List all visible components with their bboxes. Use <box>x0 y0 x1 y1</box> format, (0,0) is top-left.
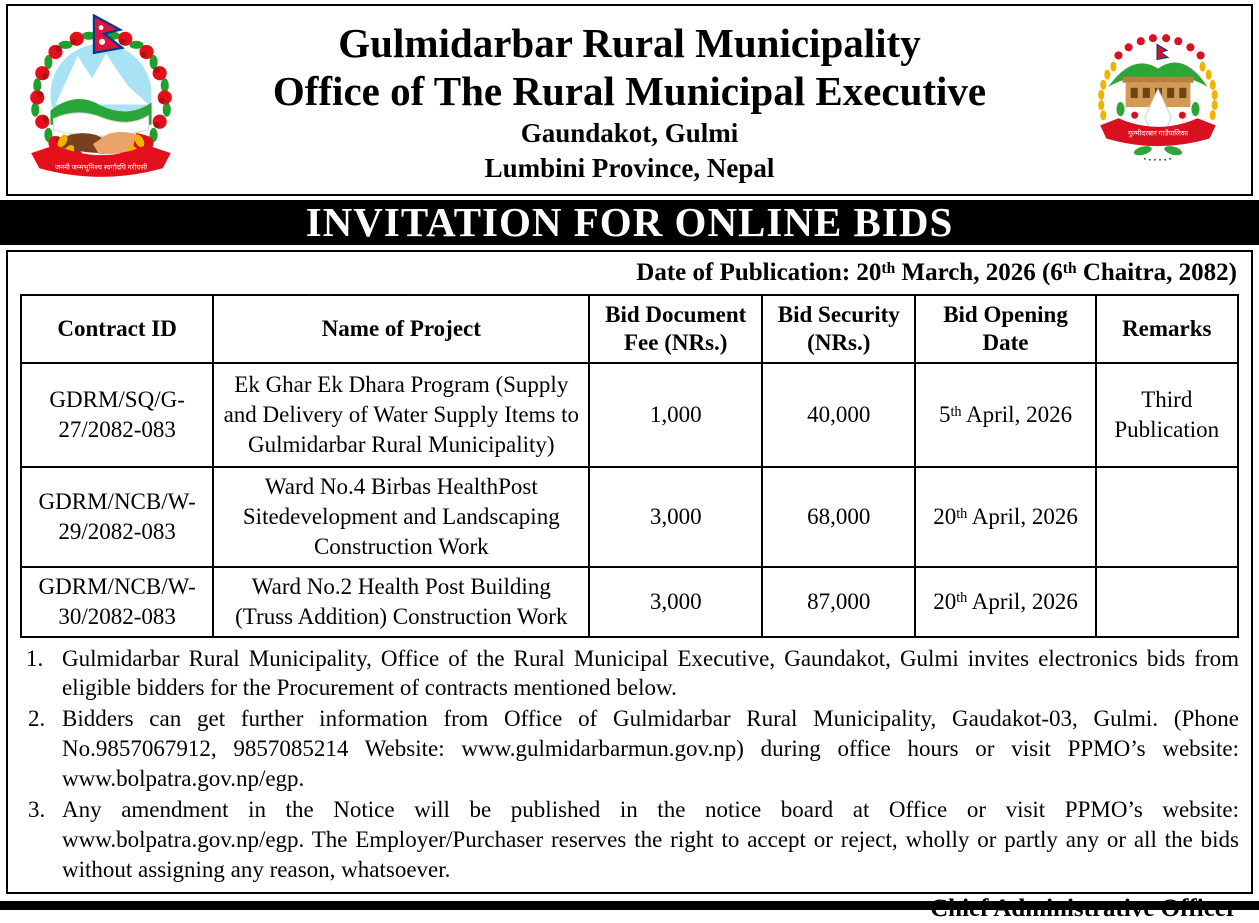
header <box>6 4 1253 196</box>
publication-date-part3: Chaitra, 2082) <box>1076 259 1237 286</box>
project-name-cell: Ek Ghar Ek Dhara Program (Supply and Delivery of Water Supply Items to Gulmidarbar Rural Municipality) <box>213 363 589 467</box>
contract-id-cell: GDRM/NCB/W-30/2082-083 <box>21 567 213 637</box>
col-header-contract-id: Contract ID <box>21 295 213 363</box>
bids-table <box>20 294 1239 638</box>
fee-cell: 3,000 <box>589 467 762 567</box>
table-row <box>21 467 1238 567</box>
bottom-border-bar <box>0 901 1259 910</box>
fee-cell: 1,000 <box>589 363 762 467</box>
remarks-cell <box>1096 467 1238 567</box>
project-name-cell: Ward No.4 Birbas HealthPost Sitedevelopment and Landscaping Construction Work <box>213 467 589 567</box>
publication-date-ordinal1: th <box>881 260 896 278</box>
note-item-2 <box>20 704 1239 794</box>
note-text: Gulmidarbar Rural Municipality, Office of the Rural Municipal Executive, Gaundakot, Gulmi invites electronics bids from eligible bidders for the Procurement of contracts mentioned below. <box>62 645 1239 701</box>
col-header-bid-security: Bid Security (NRs.) <box>762 295 915 363</box>
security-cell: 87,000 <box>762 567 915 637</box>
nepal-emblem-icon <box>15 11 187 189</box>
note-item-1 <box>20 644 1239 704</box>
address-line-2: Lumbini Province, Nepal <box>484 153 775 184</box>
address-line-1: Gaundakot, Gulmi <box>520 118 739 149</box>
publication-date-part1: Date of Publication: 20 <box>636 259 882 286</box>
table-header-row <box>21 295 1238 363</box>
publication-date-ordinal2: th <box>1062 260 1077 278</box>
remarks-cell <box>1096 567 1238 637</box>
opening-date-cell: 20th April, 2026 <box>915 567 1095 637</box>
office-name: Office of The Rural Municipal Executive <box>272 68 987 115</box>
publication-date-part2: March, 2026 (6 <box>895 259 1063 286</box>
fee-cell: 3,000 <box>589 567 762 637</box>
col-header-bid-document-fee: Bid Document Fee (NRs.) <box>589 295 762 363</box>
project-name-cell: Ward No.2 Health Post Building (Truss Addition) Construction Work <box>213 567 589 637</box>
security-cell: 68,000 <box>762 467 915 567</box>
col-header-project-name: Name of Project <box>213 295 589 363</box>
notice-body <box>6 250 1253 894</box>
opening-date-cell: 5th April, 2026 <box>915 363 1095 467</box>
security-cell: 40,000 <box>762 363 915 467</box>
opening-date-cell: 20th April, 2026 <box>915 467 1095 567</box>
contract-id-cell: GDRM/NCB/W-29/2082-083 <box>21 467 213 567</box>
note-number: 3. <box>28 797 46 822</box>
notice-title-banner: INVITATION FOR ONLINE BIDS <box>0 200 1259 245</box>
note-number: 1. <box>26 645 44 671</box>
note-text: Any amendment in the Notice will be published in the notice board at Office or visit PPMO’s website: www.bolpatra.gov.np/egp. The Employer/Purchaser reserves the right to accept or reject, wholly or partly any or all the bids without assigning any reason, whatsoever. <box>62 797 1239 882</box>
municipality-ribbon-text: गुल्मीदरबार गाउँपालिका <box>1127 129 1189 138</box>
organization-name: Gulmidarbar Rural Municipality <box>338 19 921 66</box>
remarks-cell: Third Publication <box>1096 363 1238 467</box>
municipality-emblem-icon <box>1082 24 1234 176</box>
note-number: 2. <box>28 706 46 732</box>
header-titles <box>194 15 1065 186</box>
col-header-bid-opening-date: Bid Opening Date <box>915 295 1095 363</box>
notes-list <box>20 644 1239 885</box>
table-row <box>21 567 1238 637</box>
contract-id-cell: GDRM/SQ/G-27/2082-083 <box>21 363 213 467</box>
table-row <box>21 363 1238 467</box>
note-item-3 <box>20 795 1239 885</box>
nepal-emblem-logo <box>8 11 194 189</box>
nepal-emblem-motto: जननी जन्मभूमिश्च स्वर्गादपि गरीयसी <box>54 163 148 172</box>
municipality-logo <box>1065 24 1251 176</box>
note-text: Bidders can get further information from Office of Gulmidarbar Rural Municipality, Gaudakot-03, Gulmi. (Phone No.9857067912, 9857085214 Website: www.gulmidarbarmun.gov.np) during office hours or visit PPMO’s website: www.bolpatra.gov.np/egp. <box>62 706 1239 792</box>
col-header-remarks: Remarks <box>1096 295 1238 363</box>
publication-date <box>20 256 1239 294</box>
